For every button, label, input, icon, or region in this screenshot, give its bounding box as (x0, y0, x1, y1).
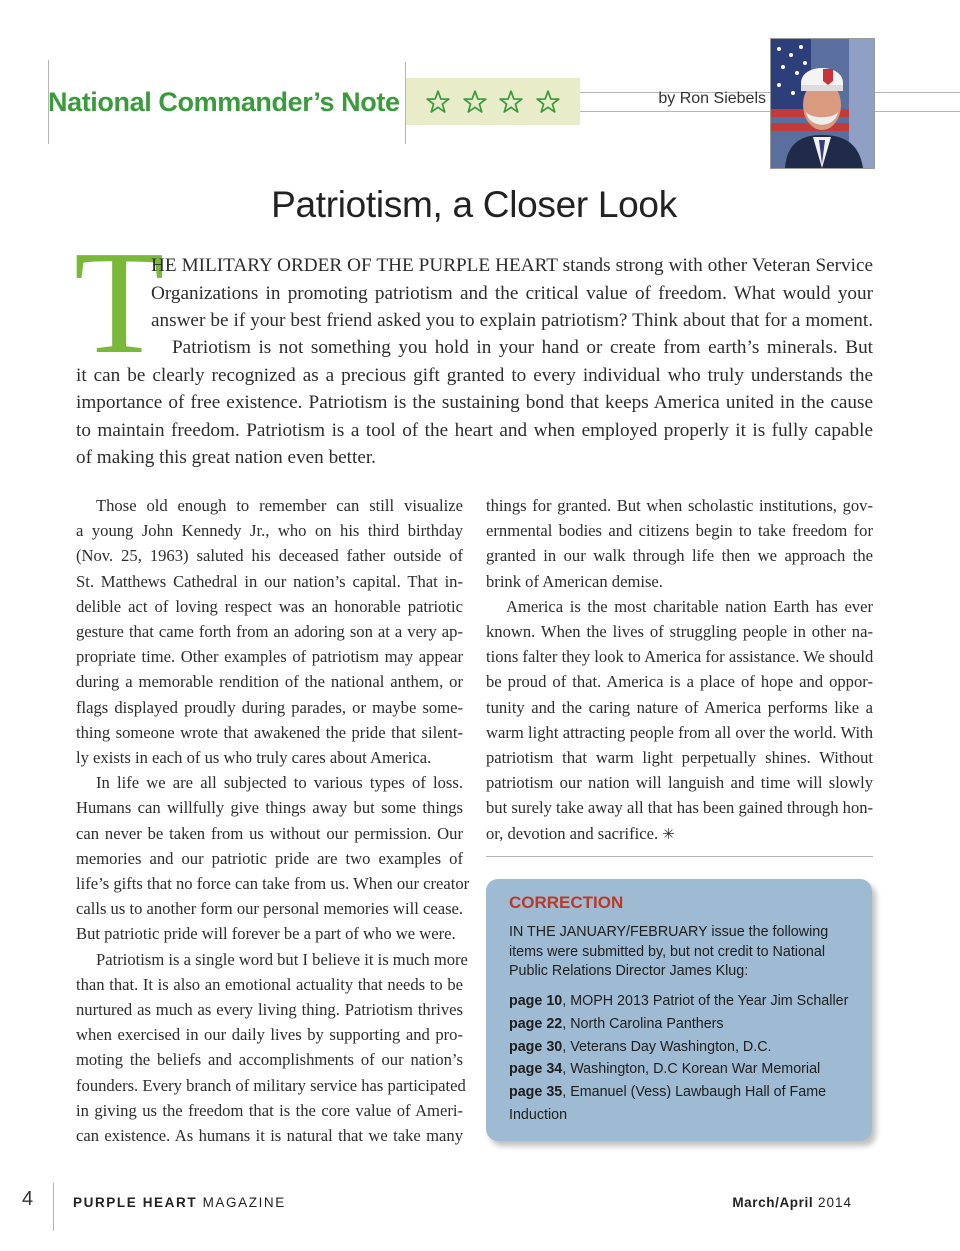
intro-line: answer be if your best friend asked you to explain patriotism? Think about that for a moment. (151, 310, 873, 331)
correction-page-ref: page 10 (509, 993, 563, 1009)
author-photo (770, 38, 875, 169)
body-text-line: In life we are all subjected to various types of loss. (96, 773, 463, 793)
body-text-line: known. When the lives of struggling people in other na- (486, 622, 873, 641)
body-text-line: moting the beliefs and accomplishments of our nation’s (76, 1050, 463, 1070)
column-divider-rule (486, 856, 873, 857)
correction-title: CORRECTION (509, 893, 624, 912)
issue-month: March/April (732, 1195, 814, 1210)
correction-page-ref: page 22 (509, 1015, 563, 1032)
star-icon (498, 89, 524, 115)
correction-item (509, 1081, 826, 1104)
body-text-line: delible act of loving respect was an honorable patriotic (76, 596, 463, 616)
body-text-line: things for granted. But when scholastic institutions, gov- (486, 496, 873, 515)
body-text-line: can existence. As humans it is natural that we take many (76, 1126, 463, 1145)
correction-item-text: , Washington, D.C Korean War Memorial (562, 1061, 821, 1078)
body-text-line: founders. Every branch of military service has participated (76, 1075, 466, 1095)
end-mark-icon: ✳ (662, 826, 675, 843)
correction-item-text: , Emanuel (Vess) Lawbaugh Hall of Fame (562, 1084, 827, 1101)
body-text-line: tions falter they look to America for assistance. We should (486, 647, 874, 667)
body-text-line: in giving us the freedom that is the core value of Ameri- (76, 1100, 463, 1120)
correction-item-text: Induction (509, 1107, 568, 1123)
body-text-line: gesture that came forth from an adoring son at a very ap- (76, 622, 463, 641)
body-text-line: St. Matthews Cathedral in our nation’s capital. That in- (76, 571, 463, 591)
body-text-line: tunity and the caring nature of America performs like a (486, 697, 873, 717)
body-text-line: Those old enough to remember can still visualize (96, 496, 463, 515)
star-icon (535, 89, 561, 115)
page-number: 4 (22, 1188, 34, 1210)
correction-item (509, 1104, 567, 1127)
intro-line: importance of free existence. Patriotism is the sustaining bond that keeps America united in the cause (76, 392, 873, 413)
stars-decoration (406, 78, 580, 125)
correction-item (509, 990, 848, 1013)
intro-line: HE MILITARY ORDER OF THE PURPLE HEART stands strong with other Veteran Service (151, 255, 873, 276)
body-text-line (486, 821, 873, 848)
body-text-line: Patriotism is a single word but I believe it is much more (96, 949, 468, 969)
star-icon (462, 89, 488, 115)
correction-item (509, 1013, 724, 1036)
correction-intro-line: IN THE JANUARY/FEBRUARY issue the following (509, 924, 829, 940)
body-text-line: during a memorable rendition of the national anthem, or (76, 672, 463, 692)
body-text-line: (Nov. 25, 1963) saluted his deceased father outside of (76, 546, 463, 566)
correction-page-ref: page 30 (509, 1038, 563, 1055)
body-text-line: a young John Kennedy Jr., who on his third birthday (76, 521, 463, 541)
magazine-name-rest: MAGAZINE (197, 1195, 286, 1210)
intro-line: it can be clearly recognized as a precious gift granted to every individual who truly understands the (76, 365, 873, 386)
article-headline: Patriotism, a Closer Look (271, 184, 677, 225)
intro-line: Organizations in promoting patriotism and the critical value of freedom. What would your (151, 283, 873, 304)
body-text-line: but surely take away all that has been gained through hon- (486, 798, 874, 818)
correction-intro-line: Public Relations Director James Klug: (509, 963, 749, 979)
byline: by Ron Siebels (658, 90, 766, 107)
body-text-line: life’s gifts that no force can take from us. When our creator (76, 874, 470, 893)
correction-item-text: , Veterans Day Washington, D.C. (562, 1038, 772, 1055)
correction-page-ref: page 34 (509, 1061, 563, 1078)
body-text-line: ly exists in each of us who truly cares about America. (76, 748, 432, 767)
issue-date (732, 1195, 852, 1210)
issue-year: 2014 (813, 1195, 852, 1210)
body-text-line: ernmental bodies and citizens begin to take freedom for (486, 521, 873, 541)
intro-line: to maintain freedom. Patriotism is a tool of the heart and when employed properly it is fully capable (76, 420, 873, 441)
section-title: National Commander’s Note (48, 87, 400, 117)
intro-line: of making this great nation even better. (76, 447, 376, 468)
correction-item-text: , North Carolina Panthers (562, 1015, 724, 1032)
body-text-line: But patriotic pride will forever be a part of who we were. (76, 924, 456, 944)
header-bottom-rule (580, 111, 770, 112)
drop-cap: T (74, 221, 165, 385)
author-portrait-image (771, 39, 874, 168)
body-text-line: patriotism our nation will languish and time will slowly (486, 773, 873, 793)
body-text-line: warm light attracting people from all over the world. With (486, 722, 873, 742)
header-right-top-rule (873, 92, 960, 93)
body-text-line: than that. It is also an emotional actuality that needs to be (76, 974, 463, 994)
correction-item-text: , MOPH 2013 Patriot of the Year Jim Schaller (562, 993, 849, 1009)
magazine-name-bold: PURPLE HEART (73, 1195, 198, 1210)
correction-box (486, 879, 872, 1141)
magazine-name (73, 1195, 286, 1210)
correction-intro-line: items were submitted by, but not credit to National (509, 943, 826, 960)
body-text-line: propriate time. Other examples of patriotism may appear (76, 647, 463, 667)
body-text-line: nurtured as much as every living thing. Patriotism thrives (76, 1000, 463, 1019)
body-text-line: memories and our patriotic pride are two examples of (76, 848, 463, 868)
correction-page-ref: page 35 (509, 1084, 563, 1101)
body-text-line: America is the most charitable nation Earth has ever (506, 596, 873, 616)
correction-item (509, 1058, 820, 1081)
body-text-line: patriotism that warm light perpetually shines. Without (486, 748, 873, 767)
body-text-line: brink of American demise. (486, 571, 663, 591)
body-text-line: be proud of that. America is a place of hope and oppor- (486, 672, 873, 692)
star-icon (425, 89, 451, 115)
body-text-line: granted in our walk through life then we approach the (486, 546, 873, 566)
body-text-last: or, devotion and sacrifice. (486, 823, 659, 843)
footer-rule (53, 1183, 54, 1231)
correction-item (509, 1036, 772, 1059)
body-text-line: Humans can willfully give things away but some things (76, 798, 463, 818)
body-text-line: calls us to another form our personal memories will cease. (76, 899, 464, 919)
intro-line: Patriotism is not something you hold in your hand or create from earth’s minerals. But (172, 337, 873, 358)
header-right-bottom-rule (873, 111, 960, 112)
body-text-line: thing someone wrote that awakened the pride that silent- (76, 722, 463, 742)
body-text-line: flags displayed proudly during parades, or maybe some- (76, 697, 463, 717)
body-text-line: can never be taken from us without our permission. Our (76, 823, 463, 843)
body-text-line: when exercised in our daily lives by supporting and pro- (76, 1025, 463, 1045)
